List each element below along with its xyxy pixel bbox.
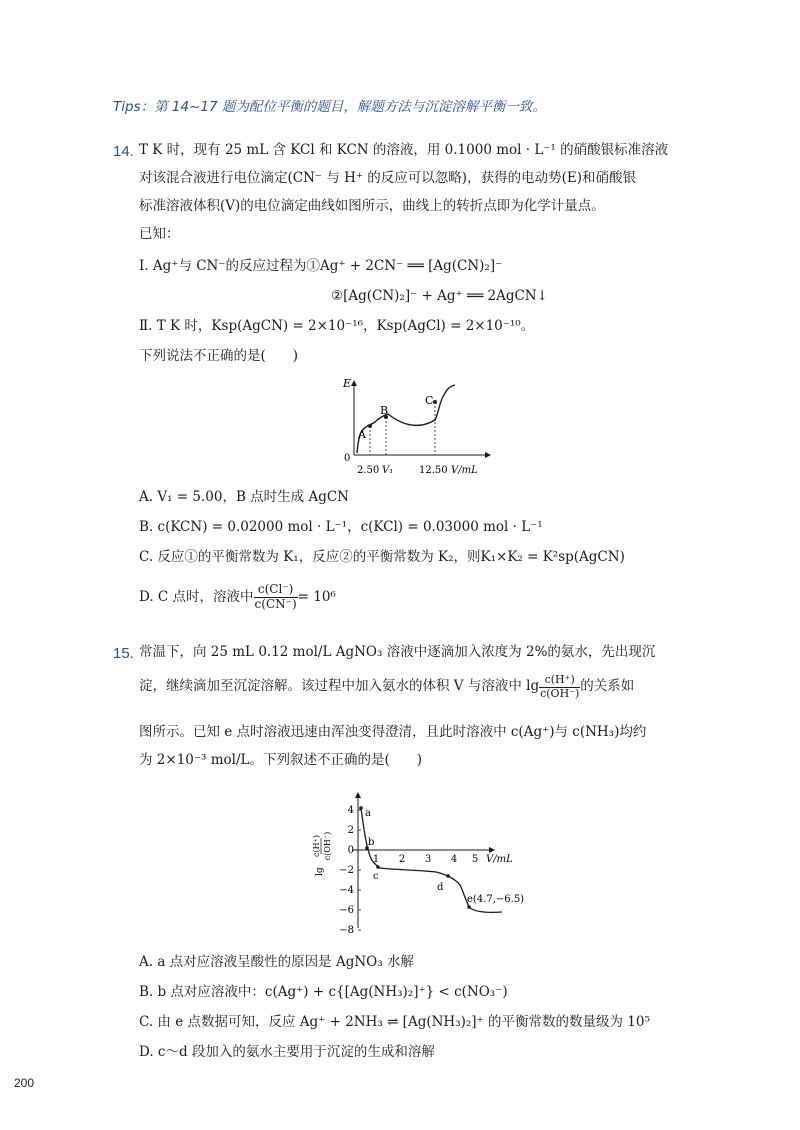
q15-option-a: A. a 点对应溶液呈酸性的原因是 AgNO₃ 水解 [139,954,414,970]
q15-y-tick-neg6: −6 [339,905,354,916]
q15-titration-graph [308,790,528,940]
q15-point-b-label: b [368,837,375,848]
q15-y-tick-group [339,805,354,936]
q14-option-d-denominator: c(CN⁻) [254,596,297,611]
q15-y-axis-lg: lg [315,867,325,876]
q14-stem-line-3: 标准溶液体积(V)的电位滴定曲线如图所示，曲线上的转折点即为化学计量点。 [139,198,605,214]
q15-stem-line-4: 为 2×10⁻³ mol/L。下列叙述不正确的是( ) [139,752,422,768]
q14-option-a: A. V₁ = 5.00，B 点时生成 AgCN [139,489,349,505]
q14-origin-label: 0 [344,453,351,464]
page-number: 200 [14,1076,35,1090]
q14-stem-line-2: 对该混合液进行电位滴定(CN⁻ 与 H⁺ 的反应可以忽略)，获得的电动势(E)和硝酸银 [139,170,636,186]
q14-point-c-label: C [425,394,434,407]
q14-y-axis-label: E [343,377,352,390]
q15-y-tick-4: 4 [347,805,354,816]
q15-option-b: B. b 点对应溶液中：c(Ag⁺) + c{[Ag(NH₃)₂]⁺} < c(NO₃⁻) [139,984,508,1000]
q15-x-tick-group [373,854,478,865]
q14-option-d-fraction [254,583,298,612]
q14-stem-line-1: T K 时，现有 25 mL 含 KCl 和 KCN 的溶液，用 0.1000 mol · L⁻¹ 的硝酸银标准溶液 [139,142,669,158]
q15-stem-line-2 [139,674,634,700]
q15-x-tick-1: 1 [372,854,380,865]
q15-point-e-dot [467,905,471,909]
q15-point-c-dot [376,865,380,869]
q15-stem-line-2-prefix: 淀，继续滴加至沉淀溶解。该过程中加入氨水的体积 V 与溶液中 lg [139,678,540,695]
q15-point-d-label: d [437,882,444,893]
q15-x-tick-2: 2 [398,854,406,865]
q14-option-d-numerator: c(Cl⁻) [254,583,298,598]
q14-tick-2-50: 2.50 [357,465,380,476]
q14-curve [357,385,455,453]
q15-point-e-label: e(4.7,−6.5) [467,894,525,905]
q14-tick-v1: V₁ [382,465,394,476]
question-14-number: 14. [113,143,134,160]
q15-point-d-dot [446,874,450,878]
q14-titration-graph [330,375,500,480]
q15-x-tick-5: 5 [471,854,479,865]
q15-x-tick-4: 4 [450,854,458,865]
q15-point-c-label: c [373,871,379,882]
q15-y-tick-2: 2 [347,825,354,836]
q15-y-tick-neg8: −8 [339,925,354,936]
q15-y-tick-neg4: −4 [339,885,354,896]
q14-question: 下列说法不正确的是( ) [139,348,299,364]
q14-point-a-label: A [358,428,366,441]
q14-known-i-2: ②[Ag(CN)₂]⁻ + Ag⁺ ══ 2AgCN↓ [331,288,548,304]
q15-y-tick-0: 0 [347,845,354,856]
q15-y-tick-neg2: −2 [339,865,354,876]
q15-y-axis-num: c(H⁺) [312,835,321,857]
q15-point-a-dot [359,806,363,810]
q15-y-axis-den: c(OH⁻) [323,831,332,861]
q14-known-label: 已知： [139,226,180,242]
q15-stem-line-1: 常温下，向 25 mL 0.12 mol/L AgNO₃ 溶液中逐滴加入浓度为 2%的氨水，先出现沉 [139,644,656,660]
q15-option-c: C. 由 e 点数据可知，反应 Ag⁺ + 2NH₃ ⇌ [Ag(NH₃)₂]⁺ 的平衡常数的数量级为 10⁵ [139,1014,650,1030]
q15-option-d: D. c～d 段加入的氨水主要用于沉淀的生成和溶解 [139,1044,435,1060]
q14-option-d [139,583,336,612]
question-15-number: 15. [113,645,134,662]
q14-known-ii: Ⅱ. T K 时，Ksp(AgCN) = 2×10⁻¹⁶，Ksp(AgCl) = 2×10⁻¹⁰。 [139,318,535,334]
q14-option-c: C. 反应①的平衡常数为 K₁，反应②的平衡常数为 K₂，则K₁×K₂ = K²sp(AgCN) [139,549,625,565]
q15-y-axis-label [315,867,325,876]
q15-point-a-label: a [365,808,371,819]
tips-note: Tips：第 14~17 题为配位平衡的题目，解题方法与沉淀溶解平衡一致。 [113,99,546,115]
q14-option-d-prefix: D. C 点时，溶液中 [139,588,254,605]
q15-stem-line-3: 图所示。已知 e 点时溶液迅速由浑浊变得澄清，且此时溶液中 c(Ag⁺)与 c(NH₃)均约 [139,724,647,740]
q15-stem-line-2-suffix: 的关系如 [580,678,635,695]
q15-stem-numerator: c(H⁺) [539,674,580,688]
q14-x-axis-label: V/mL [451,465,478,476]
q14-point-b-label: B [380,404,389,417]
q14-known-i: Ⅰ. Ag⁺与 CN⁻的反应过程为①Ag⁺ + 2CN⁻ ══ [Ag(CN)₂]⁻ [139,258,503,274]
q15-stem-fraction [539,674,580,700]
q14-option-b: B. c(KCN) = 0.02000 mol · L⁻¹，c(KCl) = 0.03000 mol · L⁻¹ [139,519,543,535]
q15-x-axis-label: V/mL [486,854,513,865]
q15-x-tick-3: 3 [424,854,432,865]
q14-tick-12-50: 12.50 [419,465,448,476]
q14-option-d-suffix: = 10⁶ [297,588,336,605]
q15-stem-denominator: c(OH⁻) [540,686,580,700]
